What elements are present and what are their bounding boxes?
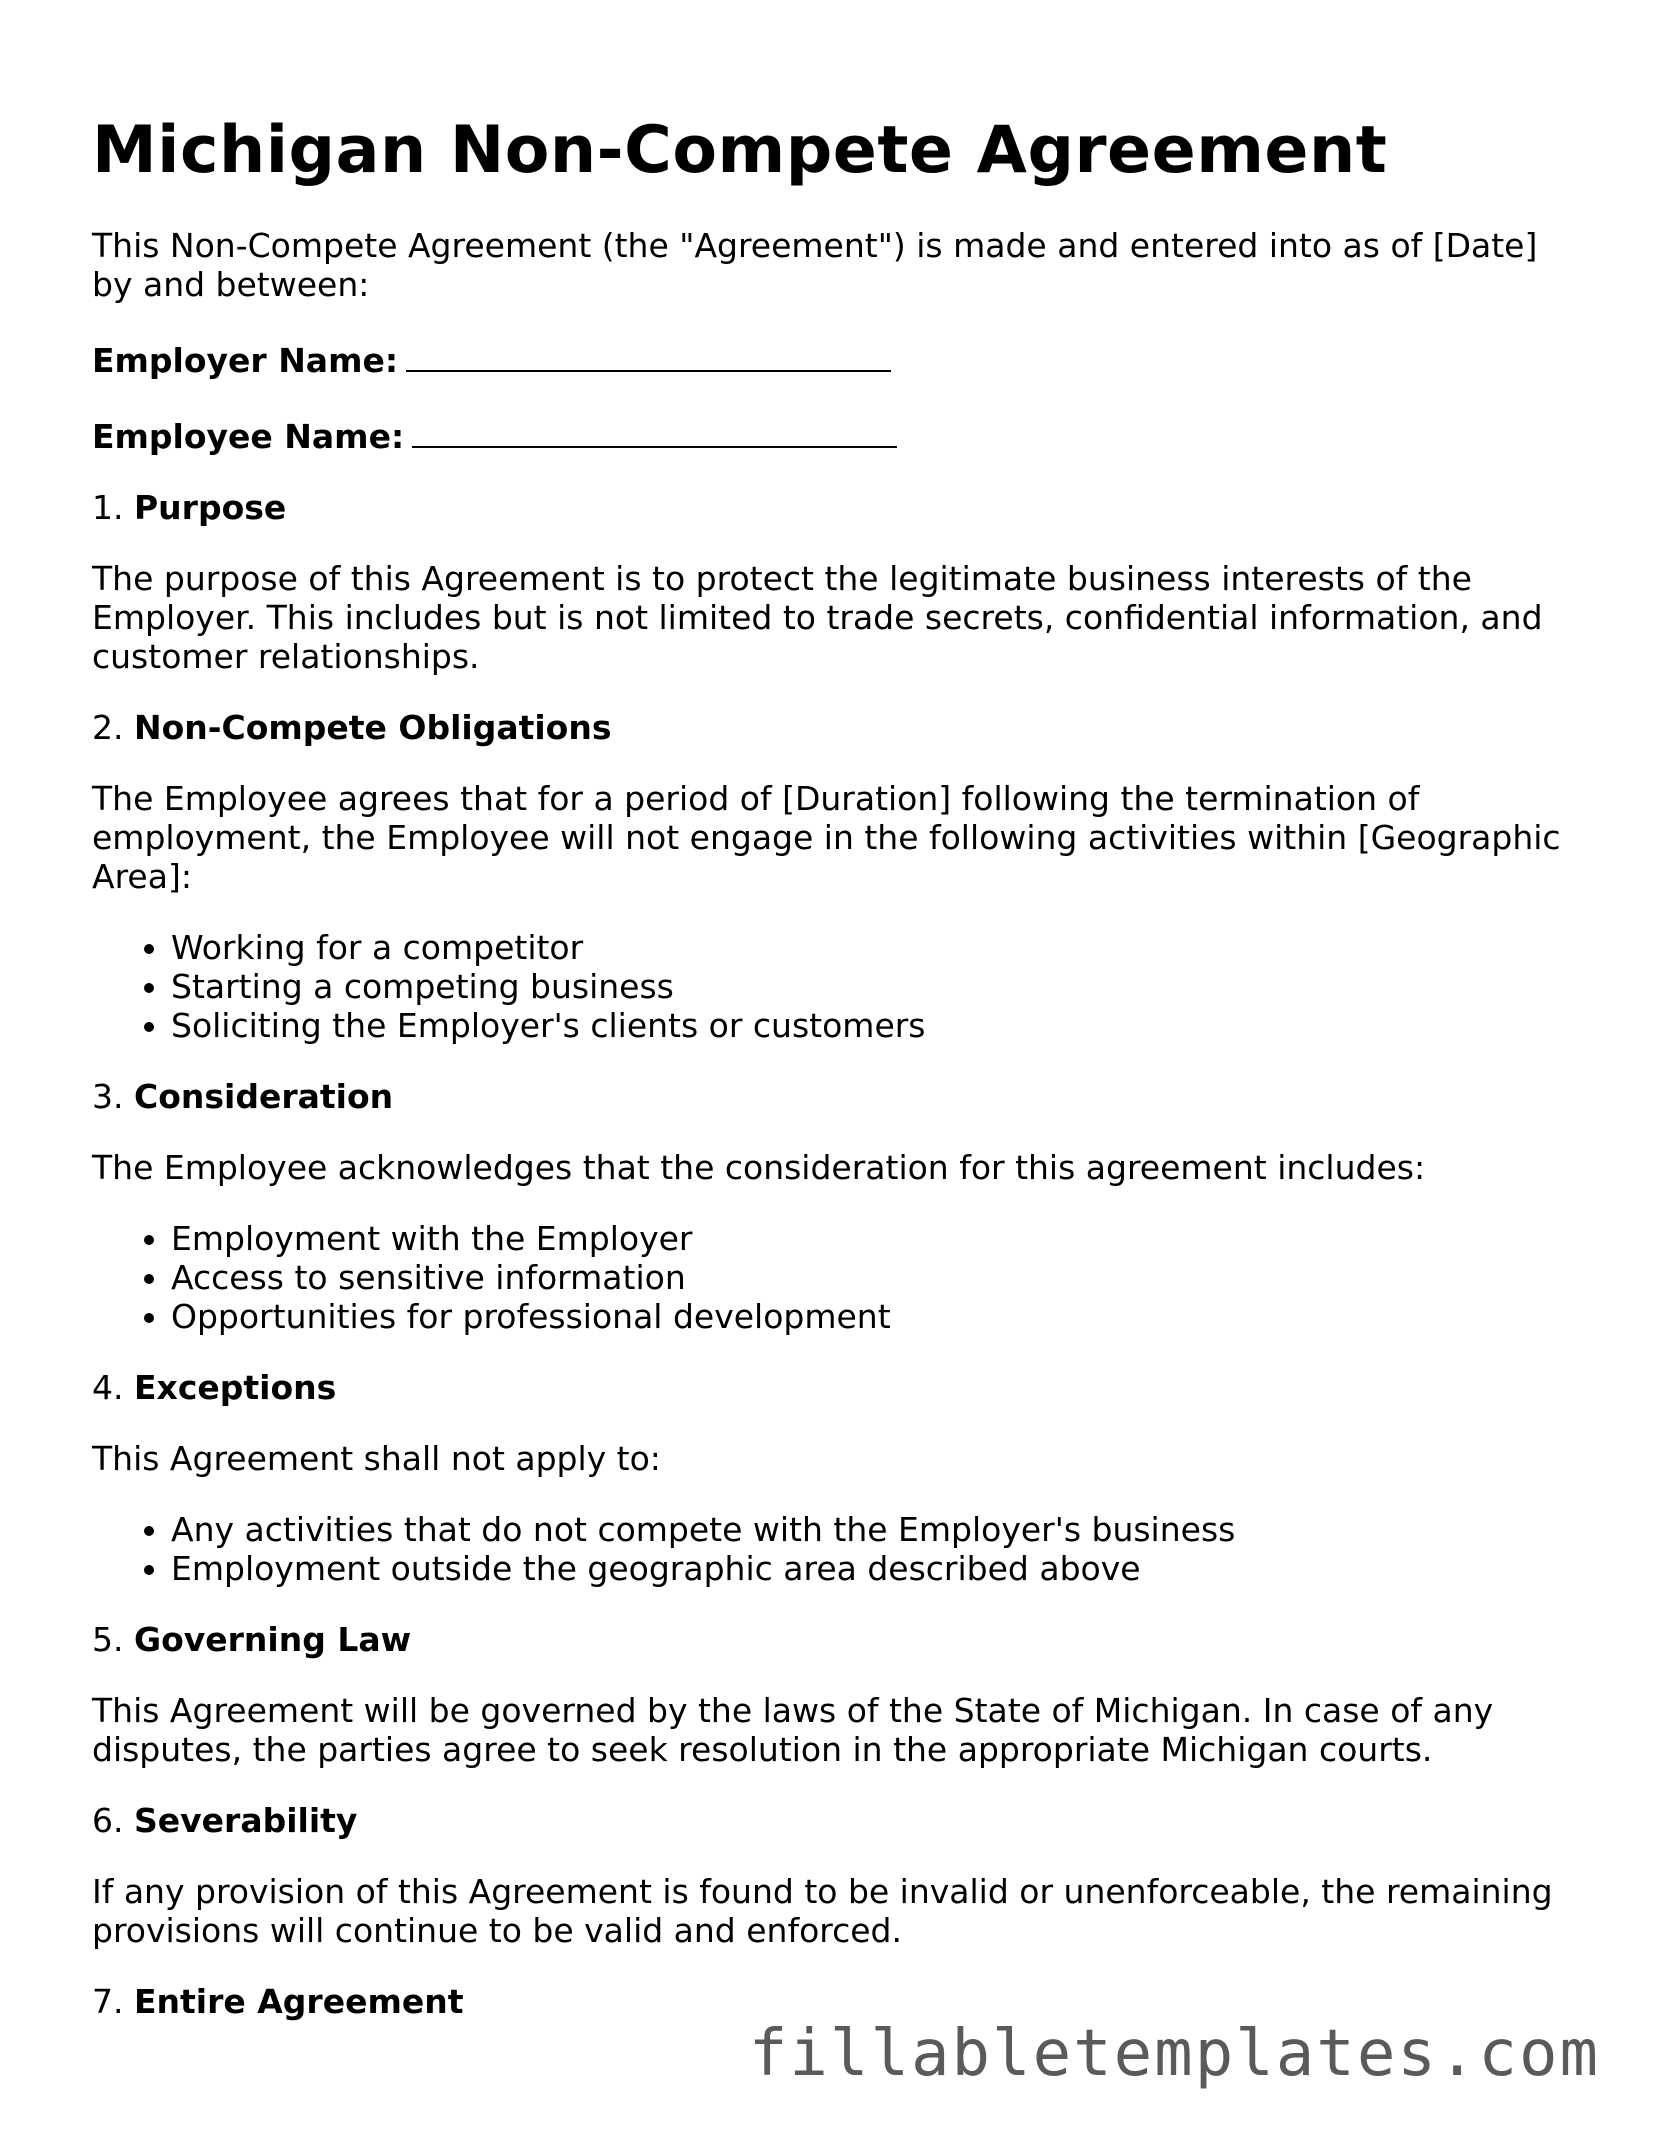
list-item: • Starting a competing business: [171, 967, 1572, 1006]
section-number: 1.: [92, 488, 124, 527]
section-heading-severability: [92, 1801, 1572, 1840]
section-title: Purpose: [134, 488, 287, 527]
section-number: 4.: [92, 1368, 124, 1407]
section-heading-exceptions: [92, 1368, 1572, 1407]
section-title: Governing Law: [134, 1620, 412, 1659]
section-heading-governing-law: [92, 1620, 1572, 1659]
list-item: • Access to sensitive information: [171, 1258, 1572, 1297]
section-number: 7.: [92, 1982, 124, 2021]
document-page: [92, 112, 1572, 2053]
section-heading-consideration: [92, 1077, 1572, 1116]
list-item: • Soliciting the Employer's clients or customers: [171, 1006, 1572, 1045]
employer-name-label: Employer Name:: [92, 341, 399, 380]
section-title: Non-Compete Obligations: [134, 708, 612, 747]
section-number: 5.: [92, 1620, 124, 1659]
watermark: fillabletemplates.com: [748, 2017, 1600, 2091]
employee-name-field: [92, 412, 1572, 456]
list-item: • Employment with the Employer: [171, 1219, 1572, 1258]
employer-name-blank[interactable]: [406, 336, 891, 372]
section-number: 3.: [92, 1077, 124, 1116]
employee-name-blank[interactable]: [412, 412, 897, 448]
intro-paragraph: This Non-Compete Agreement (the "Agreement") is made and entered into as of [Date] by and between:: [92, 226, 1538, 304]
list-item: • Any activities that do not compete with the Employer's business: [171, 1510, 1572, 1549]
section-heading-non-compete: [92, 708, 1572, 747]
section-body-governing-law: This Agreement will be governed by the laws of the State of Michigan. In case of any disputes, the parties agree to seek resolution in the appropriate Michigan courts.: [92, 1691, 1494, 1769]
list-item: • Opportunities for professional development: [171, 1297, 1572, 1336]
employer-name-field: [92, 336, 1572, 380]
list-item: • Working for a competitor: [171, 928, 1572, 967]
exceptions-list: [92, 1510, 1572, 1588]
section-heading-purpose: [92, 488, 1572, 527]
section-body-severability: If any provision of this Agreement is found to be invalid or unenforceable, the remaining provisions will continue to be valid and enforced.: [92, 1872, 1553, 1950]
list-item: • Employment outside the geographic area described above: [171, 1549, 1572, 1588]
section-title: Consideration: [134, 1077, 394, 1116]
section-body-consideration: The Employee acknowledges that the consideration for this agreement includes:: [92, 1148, 1426, 1187]
non-compete-list: [92, 928, 1572, 1045]
consideration-list: [92, 1219, 1572, 1336]
section-number: 2.: [92, 708, 124, 747]
document-title: Michigan Non-Compete Agreement: [92, 113, 1388, 188]
employee-name-label: Employee Name:: [92, 417, 405, 456]
section-body-non-compete: The Employee agrees that for a period of [Duration] following the termination of employment, the Employee will not engage in the following activities within [Geographic Area]:: [92, 779, 1561, 896]
section-title: Exceptions: [134, 1368, 337, 1407]
section-body-exceptions: This Agreement shall not apply to:: [92, 1439, 661, 1478]
section-title: Severability: [134, 1801, 358, 1840]
section-title: Entire Agreement: [134, 1982, 464, 2021]
section-body-purpose: The purpose of this Agreement is to protect the legitimate business interests of the Employer. This includes but is not limited to trade secrets, confidential information, and customer relationships.: [92, 559, 1543, 676]
section-number: 6.: [92, 1801, 124, 1840]
